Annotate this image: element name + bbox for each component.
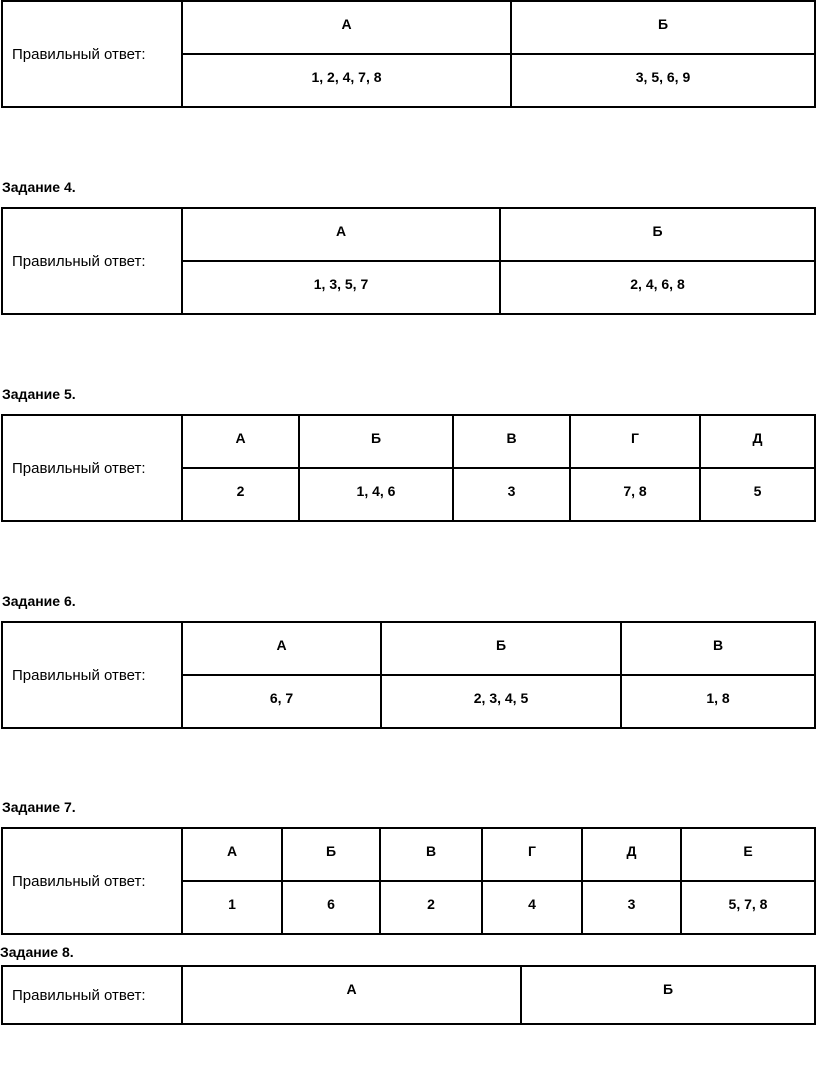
column-letter: Е (681, 828, 815, 881)
answer-value: 6 (282, 881, 380, 934)
answer-value: 6, 7 (182, 675, 381, 728)
answer-value: 2, 3, 4, 5 (381, 675, 621, 728)
column-letter: А (182, 208, 500, 261)
answer-table-task8 (1, 965, 816, 1025)
column-letter: А (182, 828, 282, 881)
column-letter: А (182, 966, 521, 1024)
answer-value: 5, 7, 8 (681, 881, 815, 934)
answer-value: 1, 8 (621, 675, 815, 728)
column-letter: В (621, 622, 815, 675)
column-letter: Г (570, 415, 700, 468)
task-heading: Задание 8. (0, 944, 74, 960)
answer-value: 1 (182, 881, 282, 934)
task-heading: Задание 6. (2, 593, 76, 609)
answer-value: 1, 2, 4, 7, 8 (182, 54, 511, 107)
task-heading: Задание 4. (2, 179, 76, 195)
answer-label: Правильный ответ: (2, 1, 182, 107)
answer-table-task5 (1, 414, 816, 522)
answer-value: 2 (182, 468, 299, 521)
column-letter: А (182, 415, 299, 468)
answer-label: Правильный ответ: (2, 415, 182, 521)
answer-label: Правильный ответ: (2, 622, 182, 728)
column-letter: Б (511, 1, 815, 54)
answer-value: 1, 3, 5, 7 (182, 261, 500, 314)
column-letter: Г (482, 828, 582, 881)
column-letter: Б (500, 208, 815, 261)
answer-table-task7 (1, 827, 816, 935)
column-letter: В (453, 415, 570, 468)
column-letter: Б (282, 828, 380, 881)
answer-table-task6 (1, 621, 816, 729)
column-letter: Б (521, 966, 815, 1024)
answer-value: 2 (380, 881, 482, 934)
answer-value: 4 (482, 881, 582, 934)
answer-value: 1, 4, 6 (299, 468, 453, 521)
answer-value: 3, 5, 6, 9 (511, 54, 815, 107)
answer-value: 3 (453, 468, 570, 521)
answer-value: 3 (582, 881, 681, 934)
answer-value: 5 (700, 468, 815, 521)
column-letter: А (182, 622, 381, 675)
answer-table-task4 (1, 207, 816, 315)
column-letter: Д (700, 415, 815, 468)
answer-table-task3 (1, 0, 816, 108)
column-letter: Б (299, 415, 453, 468)
answer-value: 2, 4, 6, 8 (500, 261, 815, 314)
column-letter: Д (582, 828, 681, 881)
task-heading: Задание 5. (2, 386, 76, 402)
answer-value: 7, 8 (570, 468, 700, 521)
task-heading: Задание 7. (2, 799, 76, 815)
answer-label: Правильный ответ: (2, 828, 182, 934)
column-letter: Б (381, 622, 621, 675)
column-letter: А (182, 1, 511, 54)
answer-label: Правильный ответ: (2, 966, 182, 1024)
column-letter: В (380, 828, 482, 881)
answer-label: Правильный ответ: (2, 208, 182, 314)
